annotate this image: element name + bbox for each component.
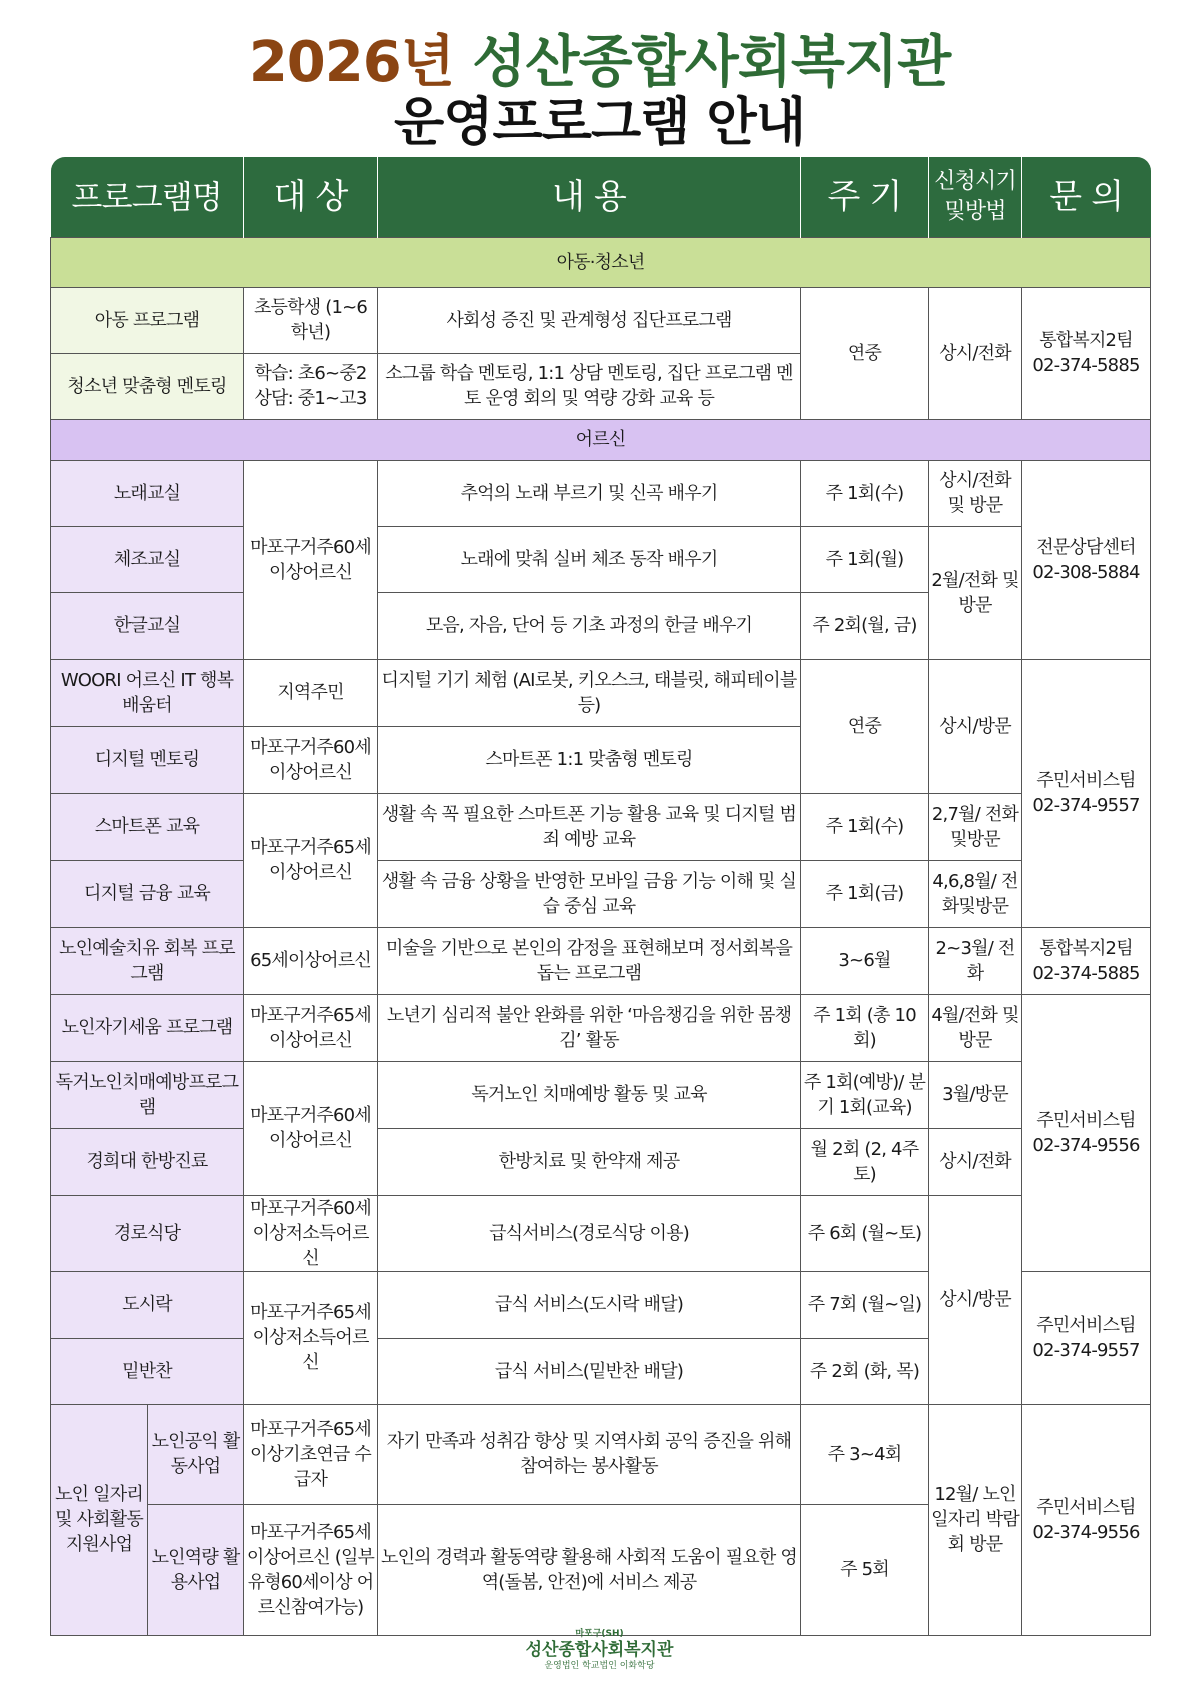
program-contact: 전문상담센터 02-308-5884 [1022, 460, 1151, 659]
program-name: 노인공익 활동사업 [148, 1404, 244, 1504]
program-target: 마포구거주65세 이상어르신 (일부유형60세이상 어르신참여가능) [244, 1504, 378, 1635]
page-title-line1 [0, 30, 1199, 96]
program-content: 독거노인 치매예방 활동 및 교육 [378, 1061, 801, 1128]
program-cycle: 주 1회(수) [801, 460, 929, 526]
header-cycle: 주 기 [801, 157, 929, 237]
program-cycle: 주 2회(월, 금) [801, 592, 929, 659]
program-name: 스마트폰 교육 [51, 793, 244, 860]
program-cycle: 월 2회 (2, 4주 토) [801, 1128, 929, 1195]
program-cycle: 주 1회(예방)/ 분기 1회(교육) [801, 1061, 929, 1128]
program-content: 급식 서비스(밑반찬 배달) [378, 1338, 801, 1404]
program-name: 디지털 멘토링 [51, 726, 244, 793]
program-apply: 상시/전화 [929, 1128, 1022, 1195]
header-contact: 문 의 [1022, 157, 1151, 237]
program-cycle: 주 1회 (총 10회) [801, 994, 929, 1061]
header-target: 대 상 [244, 157, 378, 237]
program-target: 마포구거주65세 이상어르신 [244, 994, 378, 1061]
program-apply: 상시/방문 [929, 1195, 1022, 1404]
program-content: 생활 속 꼭 필요한 스마트폰 기능 활용 교육 및 디지털 범죄 예방 교육 [378, 793, 801, 860]
program-target: 마포구거주65세 이상저소득어르신 [244, 1271, 378, 1404]
program-name: 노래교실 [51, 460, 244, 526]
header-apply: 신청시기 및방법 [929, 157, 1022, 237]
program-name: 노인역량 활용사업 [148, 1504, 244, 1635]
program-name: 노인자기세움 프로그램 [51, 994, 244, 1061]
program-name: WOORI 어르신 IT 행복배움터 [51, 659, 244, 726]
program-cycle: 주 1회(월) [801, 526, 929, 592]
program-apply: 4월/전화 및 방문 [929, 994, 1022, 1061]
job-group-name: 노인 일자리 및 사회활동 지원사업 [51, 1404, 148, 1635]
program-apply: 4,6,8월/ 전화및방문 [929, 860, 1022, 927]
program-content: 급식 서비스(도시락 배달) [378, 1271, 801, 1338]
program-name: 밑반찬 [51, 1338, 244, 1404]
footer-logo [0, 1628, 1199, 1672]
program-target: 마포구거주60세 이상저소득어르신 [244, 1195, 378, 1271]
program-content: 노년기 심리적 불안 완화를 위한 ‘마음챙김을 위한 몸챙김’ 활동 [378, 994, 801, 1061]
footer-line3: 운영법인 학교법인 이화학당 [544, 1661, 655, 1671]
page-title-line2: 운영프로그램 안내 [394, 93, 805, 153]
header-program-name: 프로그램명 [51, 157, 244, 237]
title-year: 2026년 [248, 30, 454, 95]
section-elder: 어르신 [51, 419, 1151, 460]
program-cycle: 주 5회 [801, 1504, 929, 1635]
program-cycle: 주 3~4회 [801, 1404, 929, 1504]
program-target: 학습: 초6~중2 상담: 중1~고3 [244, 353, 378, 419]
title-org: 성산종합사회복지관 [472, 30, 951, 95]
program-content: 스마트폰 1:1 맞춤형 멘토링 [378, 726, 801, 793]
program-contact: 주민서비스팀 02-374-9557 [1022, 1271, 1151, 1404]
program-apply: 상시/방문 [929, 659, 1022, 793]
program-target: 65세이상어르신 [244, 927, 378, 994]
program-target: 마포구거주65세 이상기초연금 수급자 [244, 1404, 378, 1504]
program-content: 추억의 노래 부르기 및 신곡 배우기 [378, 460, 801, 526]
program-cycle: 주 6회 (월~토) [801, 1195, 929, 1271]
program-cycle: 주 1회(금) [801, 860, 929, 927]
program-target: 마포구거주65세 이상어르신 [244, 793, 378, 927]
program-table [50, 157, 1151, 1636]
program-apply: 3월/방문 [929, 1061, 1022, 1128]
program-target: 지역주민 [244, 659, 378, 726]
program-name: 체조교실 [51, 526, 244, 592]
program-contact: 통합복지2팀 02-374-5885 [1022, 287, 1151, 419]
program-contact: 통합복지2팀 02-374-5885 [1022, 927, 1151, 994]
program-content: 디지털 기기 체험 (AI로봇, 키오스크, 태블릿, 해피테이블 등) [378, 659, 801, 726]
program-name: 경로식당 [51, 1195, 244, 1271]
program-name: 도시락 [51, 1271, 244, 1338]
program-contact: 주민서비스팀 02-374-9556 [1022, 994, 1151, 1271]
program-content: 미술을 기반으로 본인의 감정을 표현해보며 정서회복을 돕는 프로그램 [378, 927, 801, 994]
program-apply: 상시/전화 [929, 287, 1022, 419]
program-content: 생활 속 금융 상황을 반영한 모바일 금융 기능 이해 및 실습 중심 교육 [378, 860, 801, 927]
program-apply: 2월/전화 및 방문 [929, 526, 1022, 659]
program-name: 아동 프로그램 [51, 287, 244, 353]
program-target: 초등학생 (1~6학년) [244, 287, 378, 353]
program-content: 자기 만족과 성취감 향상 및 지역사회 공익 증진을 위해 참여하는 봉사활동 [378, 1404, 801, 1504]
header-content: 내 용 [378, 157, 801, 237]
program-content: 소그룹 학습 멘토링, 1:1 상담 멘토링, 집단 프로그램 멘토 운영 회의 및 역량 강화 교육 등 [378, 353, 801, 419]
footer-org-name: 성산종합사회복지관 [525, 1640, 674, 1660]
section-child: 아동·청소년 [51, 237, 1151, 287]
program-content: 모음, 자음, 단어 등 기초 과정의 한글 배우기 [378, 592, 801, 659]
program-name: 디지털 금융 교육 [51, 860, 244, 927]
program-contact: 주민서비스팀 02-374-9556 [1022, 1404, 1151, 1635]
program-content: 사회성 증진 및 관계형성 집단프로그램 [378, 287, 801, 353]
program-content: 한방치료 및 한약재 제공 [378, 1128, 801, 1195]
program-cycle: 연중 [801, 287, 929, 419]
footer-line1: 마포구(SH) [575, 1629, 624, 1639]
program-content: 노래에 맞춰 실버 체조 동작 배우기 [378, 526, 801, 592]
program-name: 경희대 한방진료 [51, 1128, 244, 1195]
program-target: 마포구거주60세 이상어르신 [244, 1061, 378, 1195]
program-target: 마포구거주60세 이상어르신 [244, 460, 378, 659]
program-apply: 2~3월/ 전화 [929, 927, 1022, 994]
program-apply: 12월/ 노인 일자리 박람회 방문 [929, 1404, 1022, 1635]
program-name: 독거노인치매예방프로그램 [51, 1061, 244, 1128]
program-content: 노인의 경력과 활동역량 활용해 사회적 도움이 필요한 영역(돌봄, 안전)에 서비스 제공 [378, 1504, 801, 1635]
program-apply: 2,7월/ 전화및방문 [929, 793, 1022, 860]
program-cycle: 3~6월 [801, 927, 929, 994]
program-name: 청소년 맞춤형 멘토링 [51, 353, 244, 419]
program-cycle: 주 1회(수) [801, 793, 929, 860]
program-contact: 주민서비스팀 02-374-9557 [1022, 659, 1151, 927]
program-apply: 상시/전화 및 방문 [929, 460, 1022, 526]
program-target: 마포구거주60세 이상어르신 [244, 726, 378, 793]
program-cycle: 주 7회 (월~일) [801, 1271, 929, 1338]
program-name: 한글교실 [51, 592, 244, 659]
program-cycle: 연중 [801, 659, 929, 793]
program-cycle: 주 2회 (화, 목) [801, 1338, 929, 1404]
program-content: 급식서비스(경로식당 이용) [378, 1195, 801, 1271]
program-name: 노인예술치유 회복 프로그램 [51, 927, 244, 994]
